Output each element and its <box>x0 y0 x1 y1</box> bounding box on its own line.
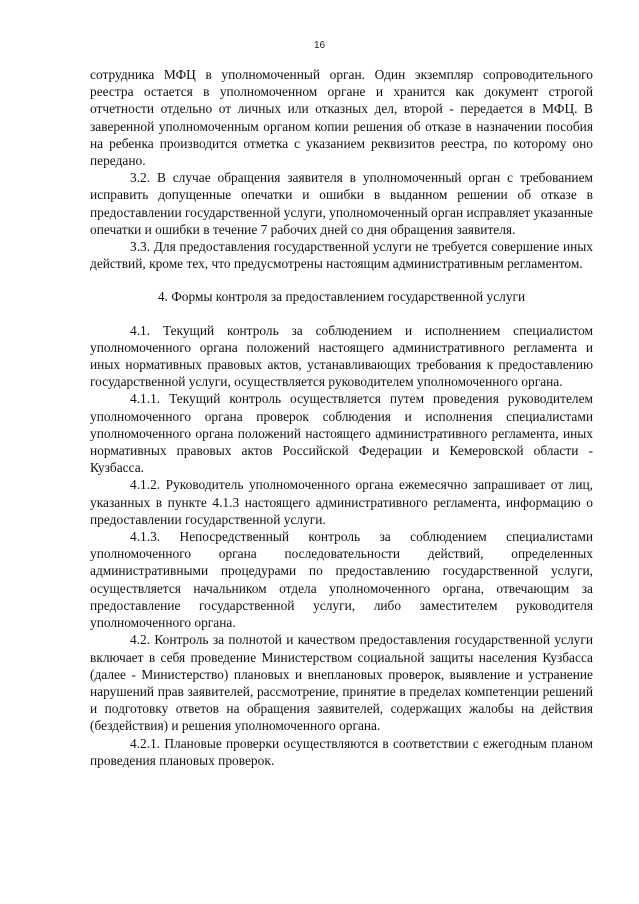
paragraph-4-2: 4.2. Контроль за полнотой и качеством предоставления государственной услуги включает в себя проведение Министерством социальной защиты населения Кузбасса (далее - Министерство) плановых и внеплановых проверок, выявление и устранение нарушений прав заявителей, рассмотрение, принятие в пределах компетенции решений и подготовку ответов на обращения заявителей, содержащих жалобы на действия (бездействия) и решения уполномоченного органа. <box>90 632 593 734</box>
paragraph-4-2-1: 4.2.1. Плановые проверки осуществляются в соответствии с ежегодным планом проведения плановых проверок. <box>90 735 593 768</box>
document-body <box>90 66 593 769</box>
paragraph-3-2: 3.2. В случае обращения заявителя в уполномоченный орган с требованием исправить допущенные опечатки и ошибки в выданном решении об отказе в предоставлении государственной услуги, уполномоченный орган исправляет указанные опечатки и ошибки в течение 7 рабочих дней со дня обращения заявителя. <box>90 170 593 237</box>
section-heading-4: 4. Формы контроля за предоставлением государственной услуги <box>157 289 526 305</box>
paragraph-4-1-2: 4.1.2. Руководитель уполномоченного органа ежемесячно запрашивает от лиц, указанных в пункте 4.1.3 настоящего административного регламента, информацию о предоставлении государственной услуги. <box>90 477 593 527</box>
paragraph-continuation: сотрудника МФЦ в уполномоченный орган. Один экземпляр сопроводительного реестра остается в уполномоченном органе и хранится как документ строгой отчетности отдельно от личных или отказных дел, второй - передается в МФЦ. В заверенной уполномоченным органом копии решения об отказе в назначении пособия на ребенка производится отметка с указанием реквизитов реестра, по которому оно передано. <box>90 67 593 169</box>
paragraph-4-1-3: 4.1.3. Непосредственный контроль за соблюдением специалистами уполномоченного органа последовательности действий, определенных административными процедурами по предоставлению государственной услуги, осуществляется начальником отдела уполномоченного органа, отвечающим за предоставление государственной услуги, либо заместителем руководителя уполномоченного органа. <box>90 529 593 631</box>
paragraph-4-1: 4.1. Текущий контроль за соблюдением и исполнением специалистом уполномоченного органа положений настоящего административного регламента и иных нормативных правовых актов, устанавливающих требования к предоставлению государственной услуги, осуществляется руководителем уполномоченного органа. <box>90 322 593 390</box>
paragraph-3-3: 3.3. Для предоставления государственной услуги не требуется совершение иных действий, кроме тех, что предусмотрены настоящим административным регламентом. <box>90 239 593 272</box>
paragraph-4-1-1: 4.1.1. Текущий контроль осуществляется путем проведения руководителем уполномоченного органа проверок соблюдения и исполнения специалистами уполномоченного органа положений настоящего административного регламента, иных нормативных правовых актов Российской Федерации и Кемеровской области - Кузбасса. <box>90 391 593 476</box>
page-number: 16 <box>313 40 326 51</box>
